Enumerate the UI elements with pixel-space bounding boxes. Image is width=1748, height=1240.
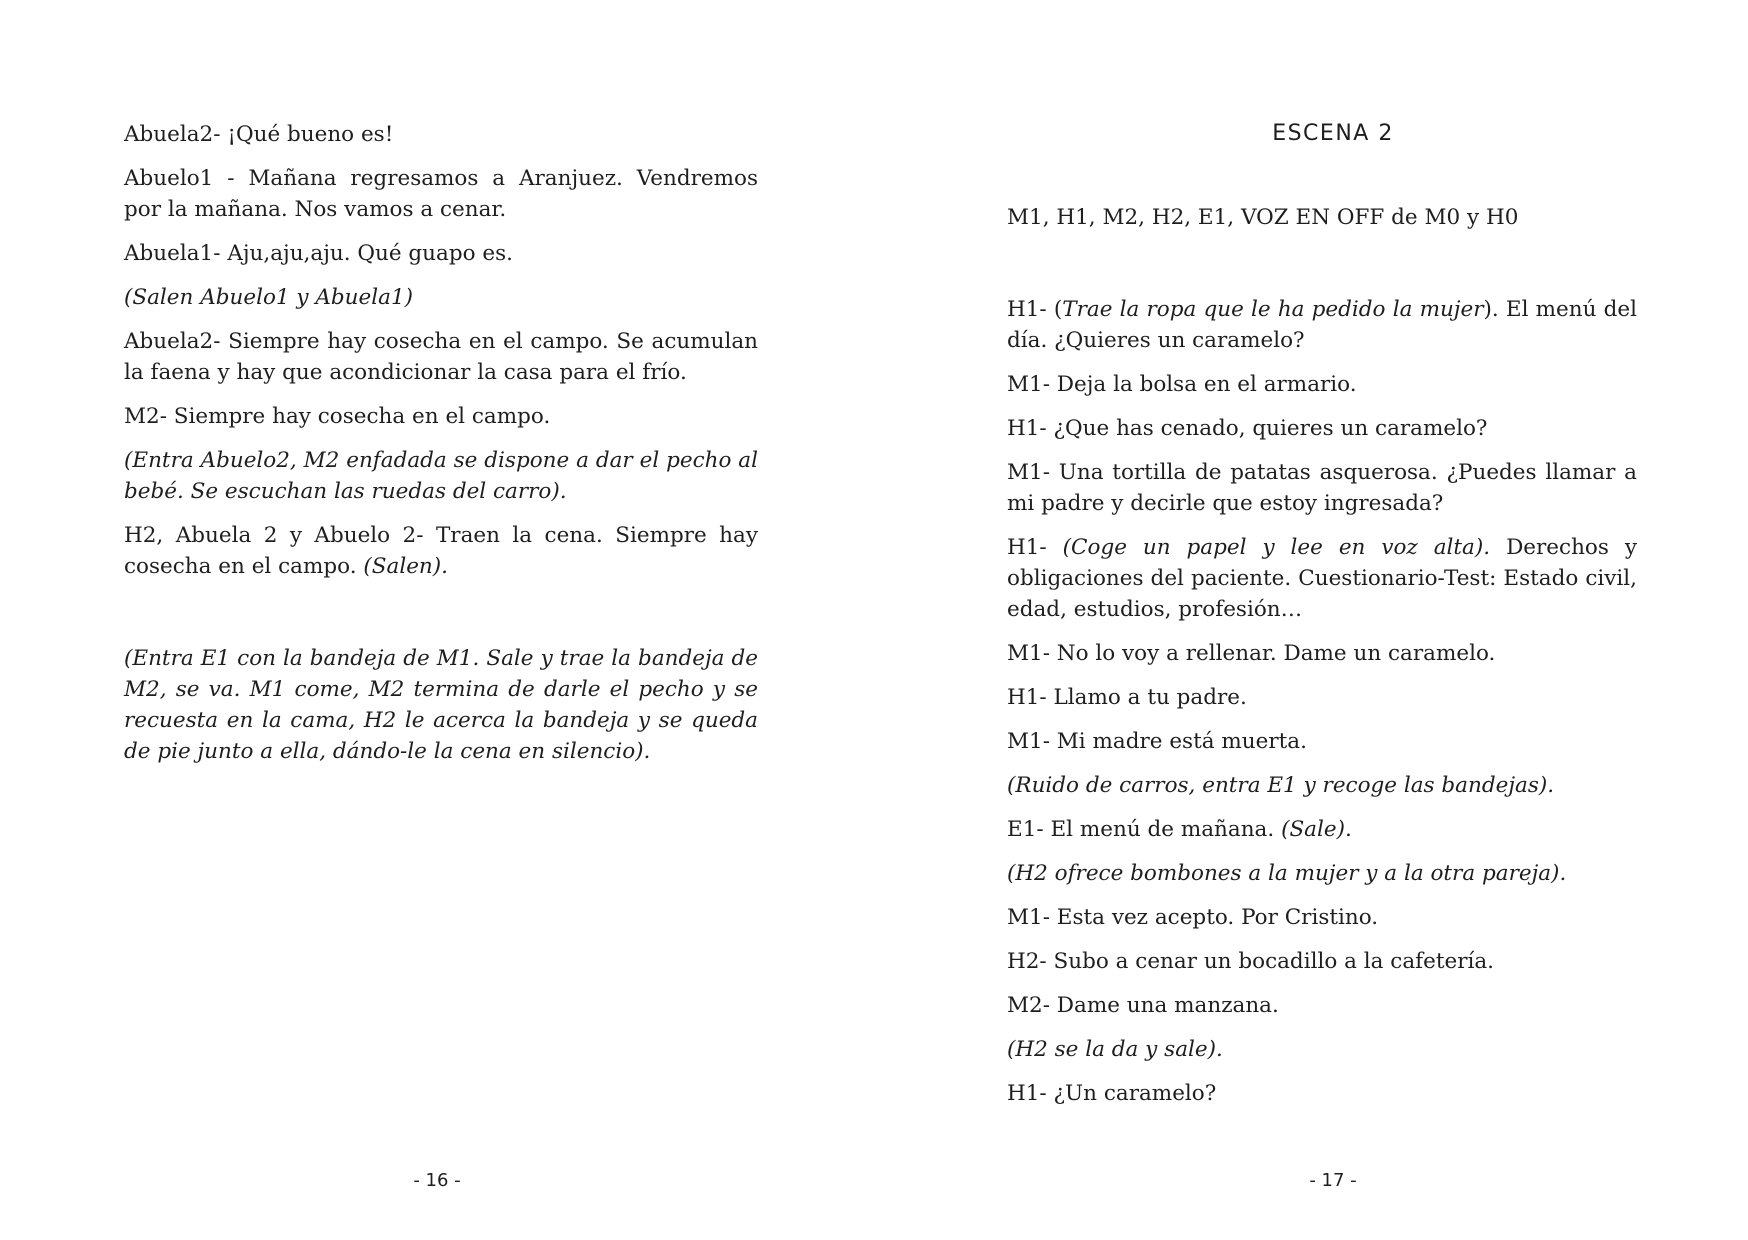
dialogue-line: M1- Deja la bolsa en el armario. bbox=[1007, 372, 1357, 397]
dialogue-line: E1- El menú de mañana. (Sale). bbox=[1007, 817, 1352, 842]
left-page-text bbox=[124, 119, 758, 780]
stage-direction: (H2 se la da y sale). bbox=[1007, 1037, 1223, 1062]
dialogue-line: Abuela2- Siempre hay cosecha en el campo. Se acumulan la faena y hay que acondicionar la casa para el frío. bbox=[124, 329, 758, 385]
paragraph-gap bbox=[124, 595, 758, 643]
dialogue-line: H1- Llamo a tu padre. bbox=[1007, 685, 1247, 710]
stage-direction: (Entra Abuelo2, M2 enfadada se dispone a dar el pecho al bebé. Se escuchan las ruedas del carro). bbox=[124, 448, 758, 504]
inline-stage-direction: (Salen). bbox=[363, 554, 448, 579]
stage-direction: (H2 ofrece bombones a la mujer y a la otra pareja). bbox=[1007, 861, 1567, 886]
dialogue-line: Abuelo1 - Mañana regresamos a Aranjuez. Vendremos por la mañana. Nos vamos a cenar. bbox=[124, 166, 758, 222]
dialogue-line: M2- Dame una manzana. bbox=[1007, 993, 1279, 1018]
dialogue-line: M1- Esta vez acepto. Por Cristino. bbox=[1007, 905, 1379, 930]
dialogue-line: H2- Subo a cenar un bocadillo a la cafetería. bbox=[1007, 949, 1494, 974]
stage-direction: (Entra E1 con la bandeja de M1. Sale y trae la bandeja de M2, se va. M1 come, M2 termina de darle el pecho y se recuesta en la cama, H2 le acerca la bandeja y se queda de pie junto a ella, dándo-le la cena en silencio). bbox=[124, 646, 758, 764]
dialogue-line: Abuela2- ¡Qué bueno es! bbox=[124, 122, 394, 147]
paragraph-gap bbox=[1007, 246, 1637, 294]
dialogue-line: H1- ¿Un caramelo? bbox=[1007, 1081, 1217, 1106]
dialogue-line: H1- (Coge un papel y lee en voz alta). Derechos y obligaciones del paciente. Cuestionario-Test: Estado civil, edad, estudios, profesión… bbox=[1007, 535, 1637, 622]
cast-list: M1, H1, M2, H2, E1, VOZ EN OFF de M0 y H0 bbox=[1007, 205, 1519, 230]
dialogue-line: H1- (Trae la ropa que le ha pedido la mujer). El menú del día. ¿Quieres un caramelo? bbox=[1007, 297, 1638, 353]
inline-stage-direction: (Sale). bbox=[1281, 817, 1352, 842]
page-number: - 17 - bbox=[1309, 1170, 1357, 1191]
dialogue-line: M2- Siempre hay cosecha en el campo. bbox=[124, 404, 551, 429]
dialogue-line: M1- Una tortilla de patatas asquerosa. ¿Puedes llamar a mi padre y decirle que estoy ingresada? bbox=[1007, 460, 1637, 516]
right-page bbox=[874, 0, 1748, 1240]
dialogue-line: M1- Mi madre está muerta. bbox=[1007, 729, 1307, 754]
page-number: - 16 - bbox=[413, 1170, 461, 1191]
scene-title: ESCENA 2 bbox=[1272, 121, 1394, 146]
stage-direction: (Salen Abuelo1 y Abuela1) bbox=[124, 285, 414, 310]
dialogue-line: Abuela1- Aju,aju,aju. Qué guapo es. bbox=[124, 241, 513, 266]
dialogue-line: M1- No lo voy a rellenar. Dame un caramelo. bbox=[1007, 641, 1496, 666]
stage-direction: (Ruido de carros, entra E1 y recoge las bandejas). bbox=[1007, 773, 1555, 798]
dialogue-line: H2, Abuela 2 y Abuelo 2- Traen la cena. Siempre hay cosecha en el campo. (Salen). bbox=[124, 523, 758, 579]
dialogue-line: H1- ¿Que has cenado, quieres un caramelo? bbox=[1007, 416, 1488, 441]
inline-stage-direction: Trae la ropa que le ha pedido la mujer bbox=[1062, 297, 1484, 322]
inline-stage-direction: (Coge un papel y lee en voz alta). bbox=[1062, 535, 1491, 560]
right-page-text bbox=[1007, 202, 1637, 1122]
